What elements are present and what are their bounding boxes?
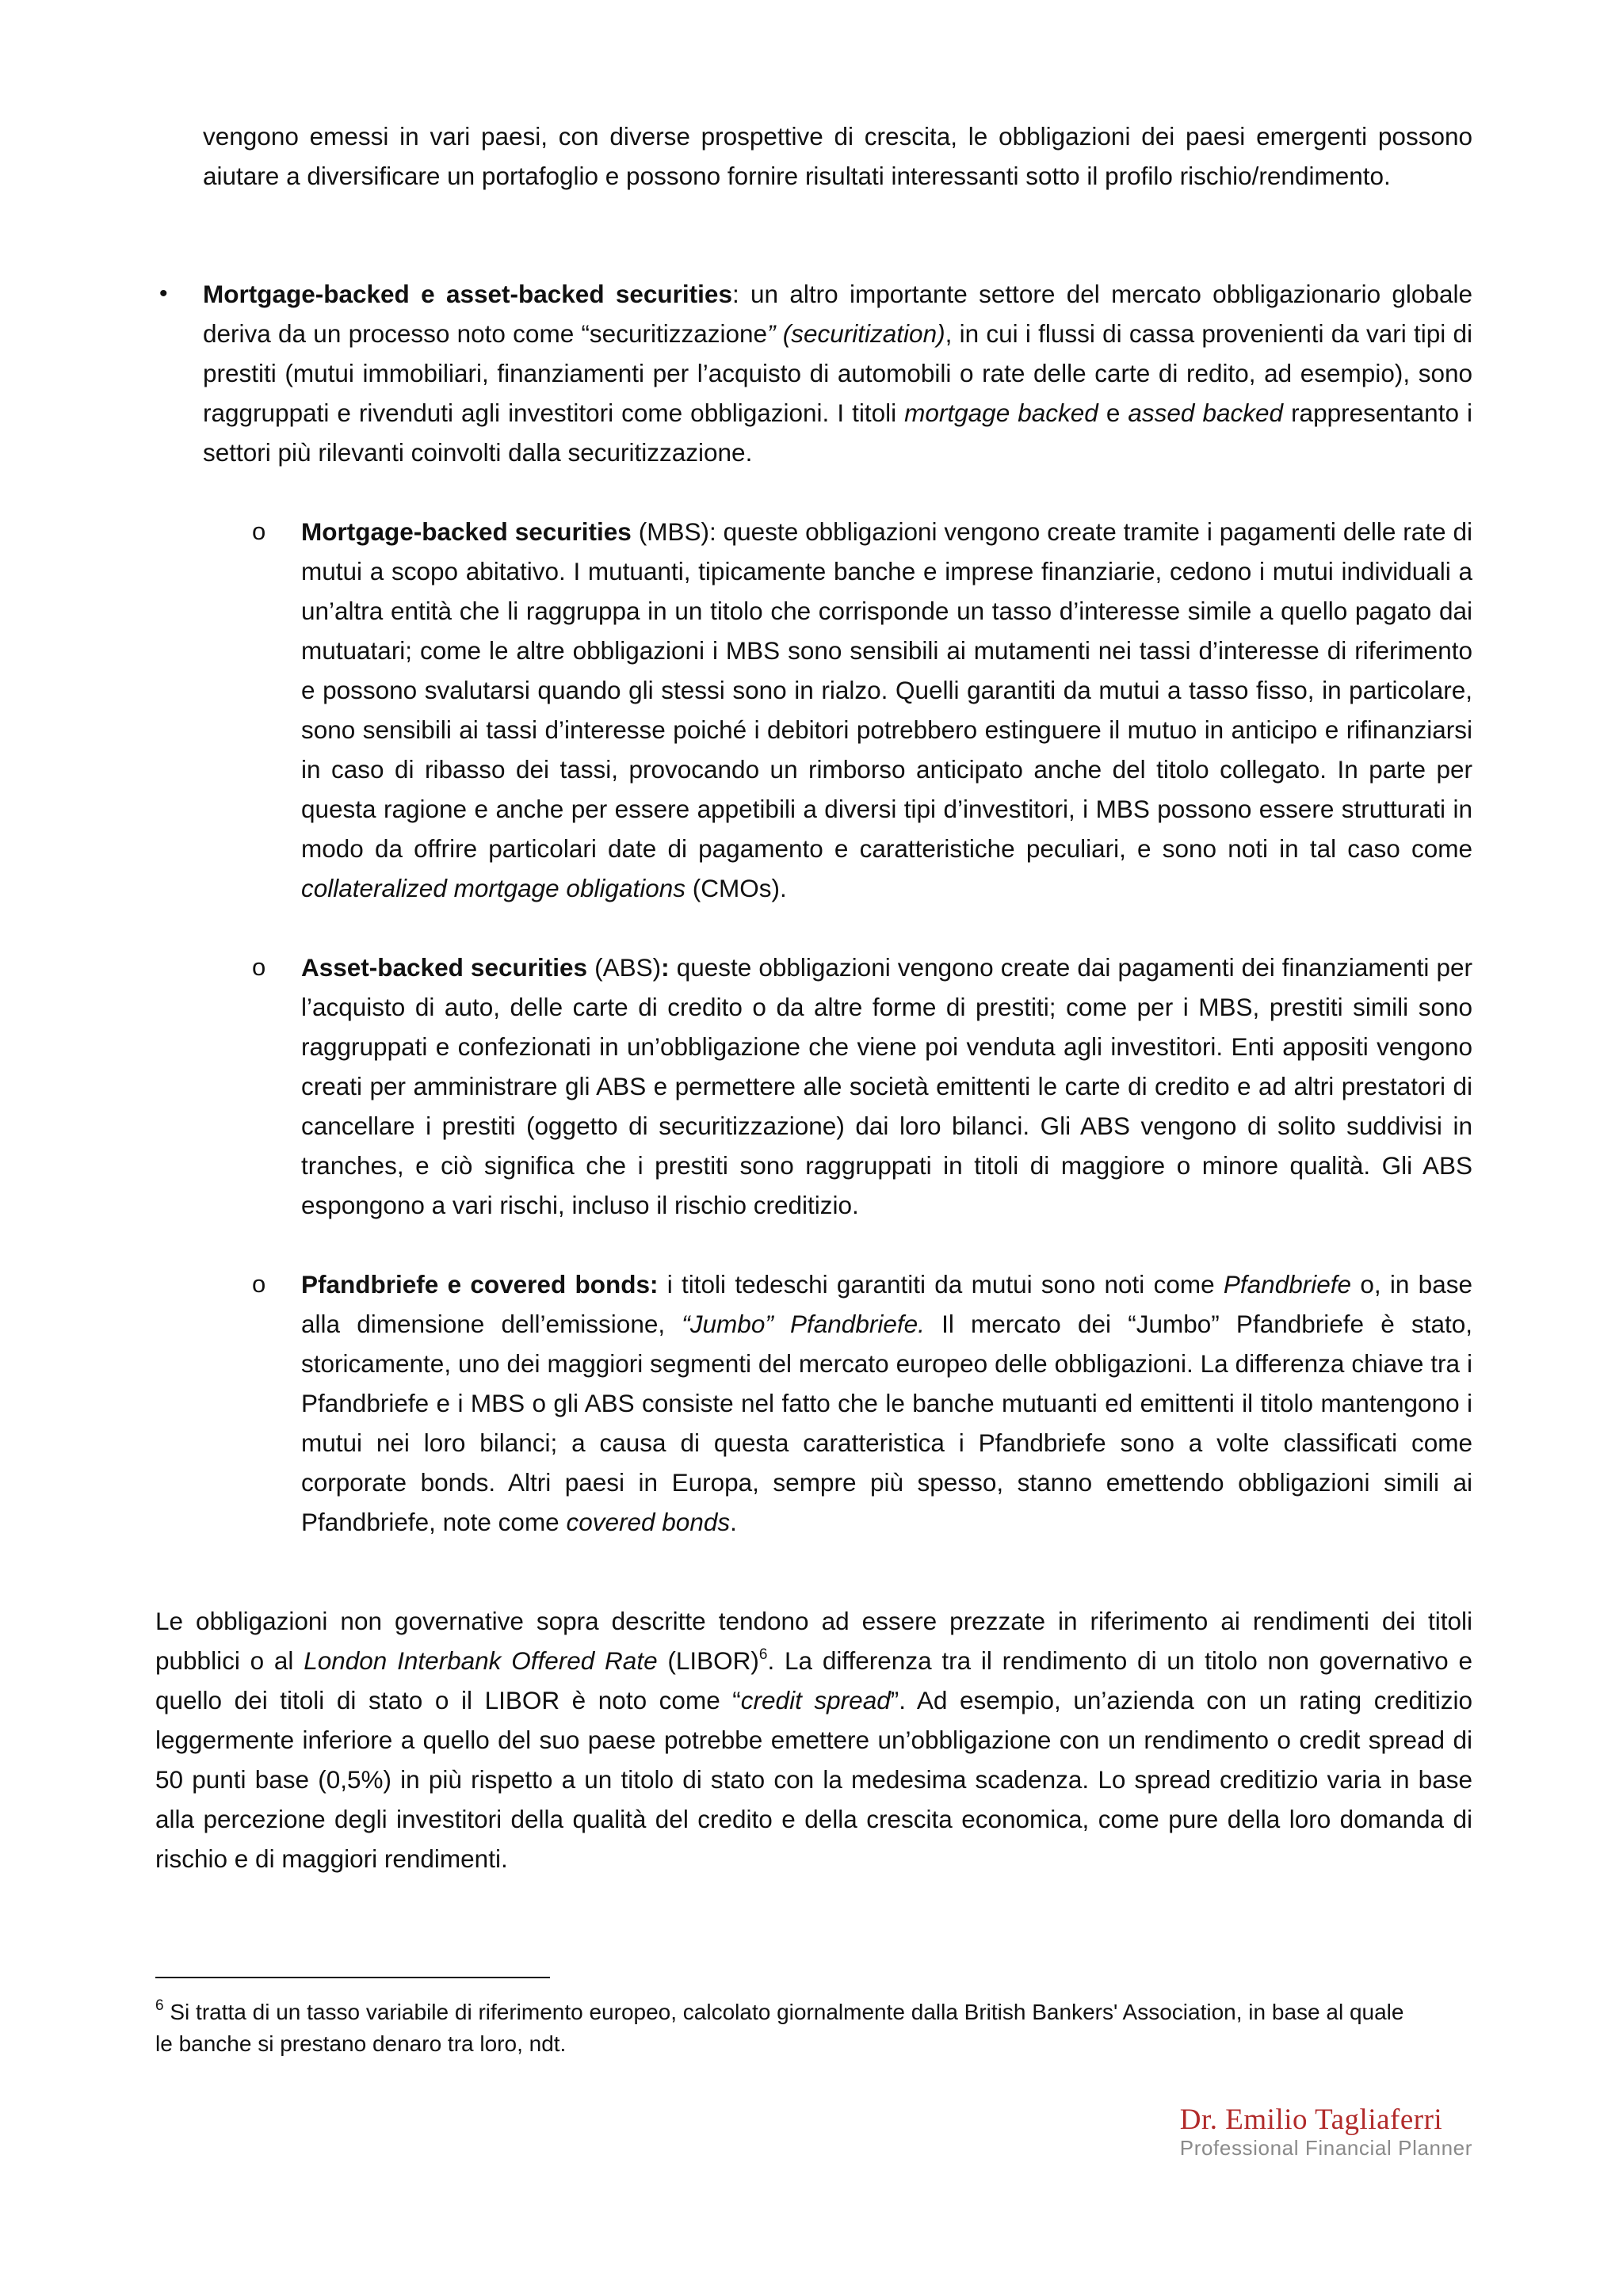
footnote-number: 6	[155, 1997, 164, 2014]
sub-item-abs-title: Asset-backed securities	[301, 953, 588, 982]
sub-item-mbs-title: Mortgage-backed securities	[301, 517, 632, 546]
sub-bullet-symbol-mbs: o	[252, 517, 266, 545]
bullet-paragraph-mbs-abs: Mortgage-backed e asset-backed securities: un altro importante settore del mercato obbligazionario globale deriva da un processo noto come “securitizzazione” (securitization), in cui i flussi di cassa provenienti da vari tipi di prestiti (mutui immobiliari, finanziamenti per l’acquisto di automobili o rate delle carte di redito, ad esempio), sono raggruppati e rivenduti agli investitori come obbligazioni. I titoli mortgage backed e assed backed rappresentanto i settori più rilevanti coinvolti dalla securitizzazione.	[203, 280, 1472, 467]
footnote-reference: 6	[758, 1646, 768, 1663]
closing-paragraph: Le obbligazioni non governative sopra descritte tendono ad essere prezzate in riferimento ai rendimenti dei titoli pubblici o al London Interbank Offered Rate (LIBOR)$^6$. La differenza tra il rendimento di un titolo non governativo e quello dei titoli di stato o il LIBOR è noto come “credit spread”. Ad esempio, un’azienda con un rating creditizio leggermente inferiore a quello del suo paese potrebbe emettere un’obbligazione con un rendimento o credit spread di 50 punti base (0,5%) in più rispetto a un titolo di stato con la medesima scadenza. Lo spread creditizio varia in base alla percezione degli investitori della qualità del credito e della crescita economica, come pure della loro domanda di rischio e di maggiori rendimenti.	[155, 1607, 1472, 1873]
sub-item-abs: Asset-backed securities (ABS): queste obbligazioni vengono create dai pagamenti dei finanziamenti per l’acquisto di auto, delle carte di credito o da altre forme di prestiti; come per i MBS, prestiti simili sono raggruppati e confezionati in un’obbligazione che viene poi venduta agli investitori. Enti appositi vengono creati per amministrare gli ABS e permettere alle società emittenti le carte di credito e ad altri prestatori di cancellare i prestiti (oggetto di securitizzazione) dai loro bilanci. Gli ABS vengono di solito suddivisi in tranches, e ciò significa che i prestiti sono raggruppati in titoli di maggiore o minore qualità. Gli ABS espongono a vari rischi, incluso il rischio creditizio.	[301, 953, 1472, 1219]
signature-logo	[1180, 2104, 1472, 2160]
bullet-symbol: •	[159, 280, 168, 307]
sub-item-pfand-title: Pfandbriefe e covered bonds:	[301, 1270, 659, 1299]
signature-name: Dr. Emilio Tagliaferri	[1179, 2103, 1443, 2136]
sub-item-mbs: Mortgage-backed securities (MBS): queste obbligazioni vengono create tramite i pagamenti delle rate di mutui a scopo abitativo. I mutuanti, tipicamente banche e imprese finanziarie, cedono i mutui individuali a un’altra entità che li raggruppa in un titolo che corrisponde un tasso d’interesse simile a quello pagato dai mutuatari; come le altre obbligazioni i MBS sono sensibili ai mutamenti nei tassi d’interesse di riferimento e possono svalutarsi quando gli stessi sono in rialzo. Quelli garantiti da mutui a tasso fisso, in particolare, sono sensibili ai tassi d’interesse poiché i debitori potrebbero estinguere il mutuo in anticipo e rifinanziarsi in caso di ribasso dei tassi, provocando un rimborso anticipato anche del titolo collegato. In parte per questa ragione e anche per essere appetibili a diversi tipi d’investitori, i MBS possono essere strutturati in modo da offrire particolari date di pagamento e caratteristiche peculiari, e sono noti in tal caso come collateralized mortgage obligations (CMOs).	[301, 517, 1473, 902]
signature-title: Professional Financial Planner	[1179, 2136, 1472, 2160]
sub-bullet-symbol-abs: o	[252, 953, 266, 981]
bullet-title: Mortgage-backed e asset-backed securities	[203, 280, 732, 308]
intro-paragraph: vengono emessi in vari paesi, con diverse prospettive di crescita, le obbligazioni dei paesi emergenti possono aiutare a diversificare un portafoglio e possono fornire risultati interessanti sotto il profilo rischio/rendimento.	[203, 122, 1472, 190]
sub-bullet-symbol-pfand: o	[252, 1270, 266, 1298]
sub-item-pfandbriefe: Pfandbriefe e covered bonds: i titoli tedeschi garantiti da mutui sono noti come Pfandbriefe o, in base alla dimensione dell’emissione, “Jumbo” Pfandbriefe. Il mercato dei “Jumbo” Pfandbriefe è stato, storicamente, uno dei maggiori segmenti del mercato europeo delle obbligazioni. La differenza chiave tra i Pfandbriefe e i MBS o gli ABS consiste nel fatto che le banche mutuanti ed emittenti il titolo mantengono i mutui nei loro bilanci; a causa di questa caratteristica i Pfandbriefe sono a volte classificati come corporate bonds. Altri paesi in Europa, sempre più spesso, stanno emettendo obbligazioni simili ai Pfandbriefe, note come covered bonds.	[301, 1270, 1472, 1536]
footnote: $^6$ Si tratta di un tasso variabile di riferimento europeo, calcolato giornalmente dalla British Bankers' Association, in base al quale le banche si prestano denaro tra loro, ndt.	[155, 1997, 1404, 2056]
footnote-separator	[155, 1977, 550, 1978]
